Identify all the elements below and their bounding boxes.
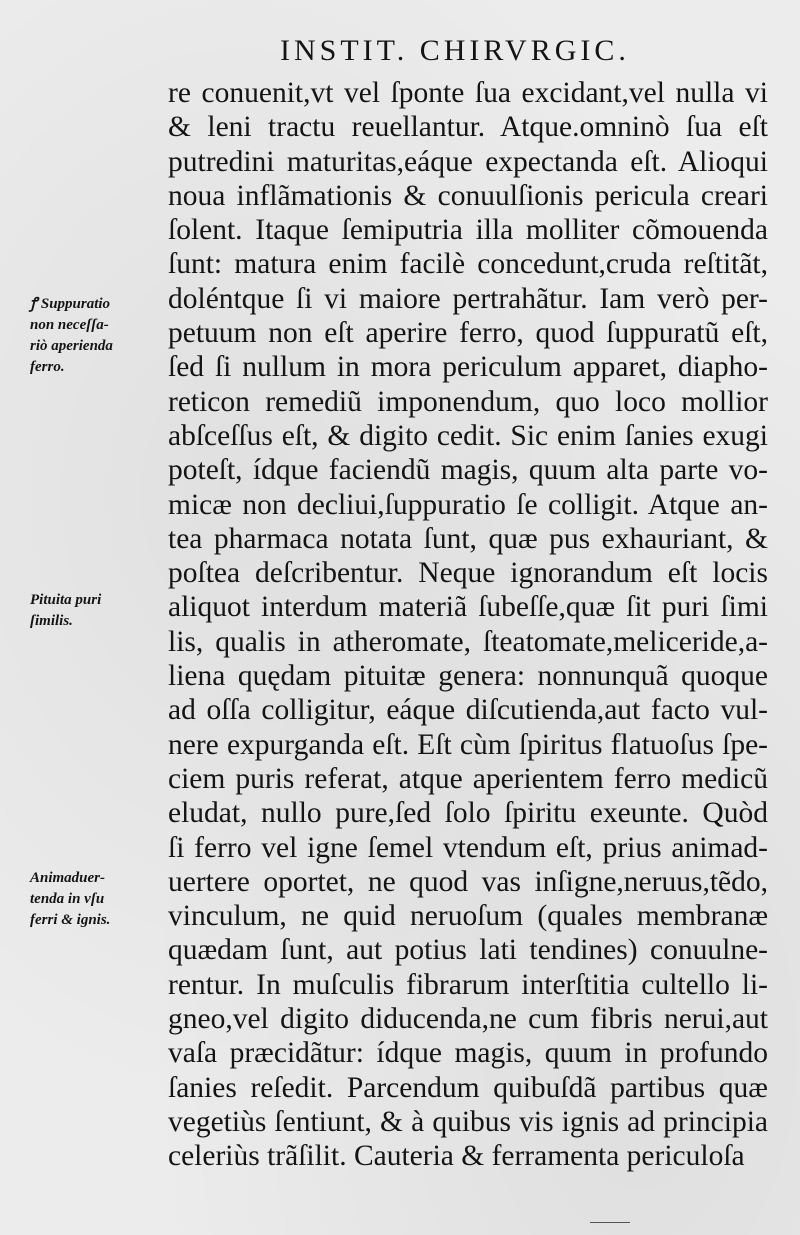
margin-note-line: ſimilis. — [30, 613, 73, 629]
text-line: nere expurganda eſt. Eſt cùm ſpiritus flatuoſus ſpe- — [168, 728, 768, 761]
margin-note-line: tenda in vſu — [30, 891, 105, 907]
text-line: aliquot interdum materiã ſubeſſe,quæ ſit puri ſimi — [168, 591, 768, 624]
text-line: poſtea deſcribentur. Neque ignorandum eſt locis — [168, 557, 768, 590]
margin-note-suppuratio — [30, 294, 170, 378]
text-line: vaſa præcidãtur: ídque magis, quum in profundo — [168, 1037, 768, 1070]
text-line: vinculum, ne quid neruoſum (quales membranæ — [168, 900, 768, 933]
signature-mark — [590, 1222, 630, 1223]
text-line: poteſt, ídque faciendũ magis, quum alta parte vo- — [168, 454, 768, 487]
running-header: INSTIT. CHIRVRGIC. — [280, 34, 630, 67]
text-line: lis, qualis in atheromate, ſteatomate,meliceride,a- — [168, 625, 768, 658]
text-line: liena quędam pituitæ genera: nonnunquã quoque — [168, 660, 768, 693]
margin-note-animaduertenda — [30, 868, 170, 931]
text-line: petuum non eſt aperire ferro, quod ſuppuratũ eſt, — [168, 317, 768, 350]
margin-note-line: ferri & ignis. — [30, 912, 111, 928]
text-line: vegetiùs ſentiunt, & à quibus vis ignis ad principia — [168, 1105, 768, 1138]
text-line: ſanies reſedit. Parcendum quibuſdã partibus quæ — [168, 1071, 768, 1104]
text-line: tea pharmaca notata ſunt, quæ pus exhauriant, & — [168, 522, 768, 555]
body-text — [168, 76, 768, 1174]
text-line: ciem puris referat, atque aperientem ferro medicũ — [168, 762, 768, 795]
text-line: putredini maturitas,eáque expectanda eſt. Alioqui — [168, 145, 768, 178]
text-line: noua inflãmationis & conuulſionis pericula creari — [168, 179, 768, 212]
margin-note-line: non neceſſa- — [30, 317, 109, 333]
margin-note-line: Animaduer- — [30, 870, 106, 886]
text-line: celeriùs trãſilit. Cauteria & ferramenta periculoſa — [168, 1140, 745, 1173]
margin-note-line: Pituita puri — [30, 592, 102, 608]
margin-note-line: ꝭ Suppuratio — [30, 296, 111, 312]
text-line: & leni tractu reuellantur. Atque.omninò ſua eſt — [168, 111, 768, 144]
text-line: micæ non decliui,ſuppuratio ſe colligit. Atque an- — [168, 488, 768, 521]
text-line: rentur. In muſculis fibrarum interſtitia cultello li- — [168, 968, 768, 1001]
text-line: ſed ſi nullum in mora periculum apparet, diapho- — [168, 351, 768, 384]
margin-note-pituita — [30, 590, 170, 632]
text-line: re conuenit,vt vel ſponte ſua excidant,vel nulla vi — [168, 77, 768, 109]
margin-note-line: ferro. — [30, 359, 65, 375]
text-line: uertere oportet, ne quod vas inſigne,neruus,tẽdo, — [168, 865, 768, 898]
text-line: quædam ſunt, aut potius lati tendines) conuulne- — [168, 934, 768, 967]
text-line: doléntque ſi vi maiore pertrahãtur. Iam verò per- — [168, 282, 768, 315]
text-line: eludat, nullo pure,ſed ſolo ſpiritu exeunte. Quòd — [168, 797, 768, 830]
text-line: reticon remediũ imponendum, quo loco mollior — [168, 385, 768, 418]
text-line: ad oſſa colligitur, eáque diſcutienda,aut facto vul- — [168, 694, 768, 727]
text-line: ſunt: matura enim facilè concedunt,cruda reſtitãt, — [168, 248, 768, 281]
margin-note-line: riò aperienda — [30, 338, 113, 354]
text-line: ſi ferro vel igne ſemel vtendum eſt, prius animad- — [168, 831, 768, 864]
text-line: abſceſſus eſt, & digito cedit. Sic enim ſanies exugi — [168, 419, 768, 452]
text-line: gneo,vel digito diducenda,ne cum fibris nerui,aut — [168, 1003, 768, 1036]
text-line: ſolent. Itaque ſemiputria illa molliter cõmouenda — [168, 214, 768, 247]
